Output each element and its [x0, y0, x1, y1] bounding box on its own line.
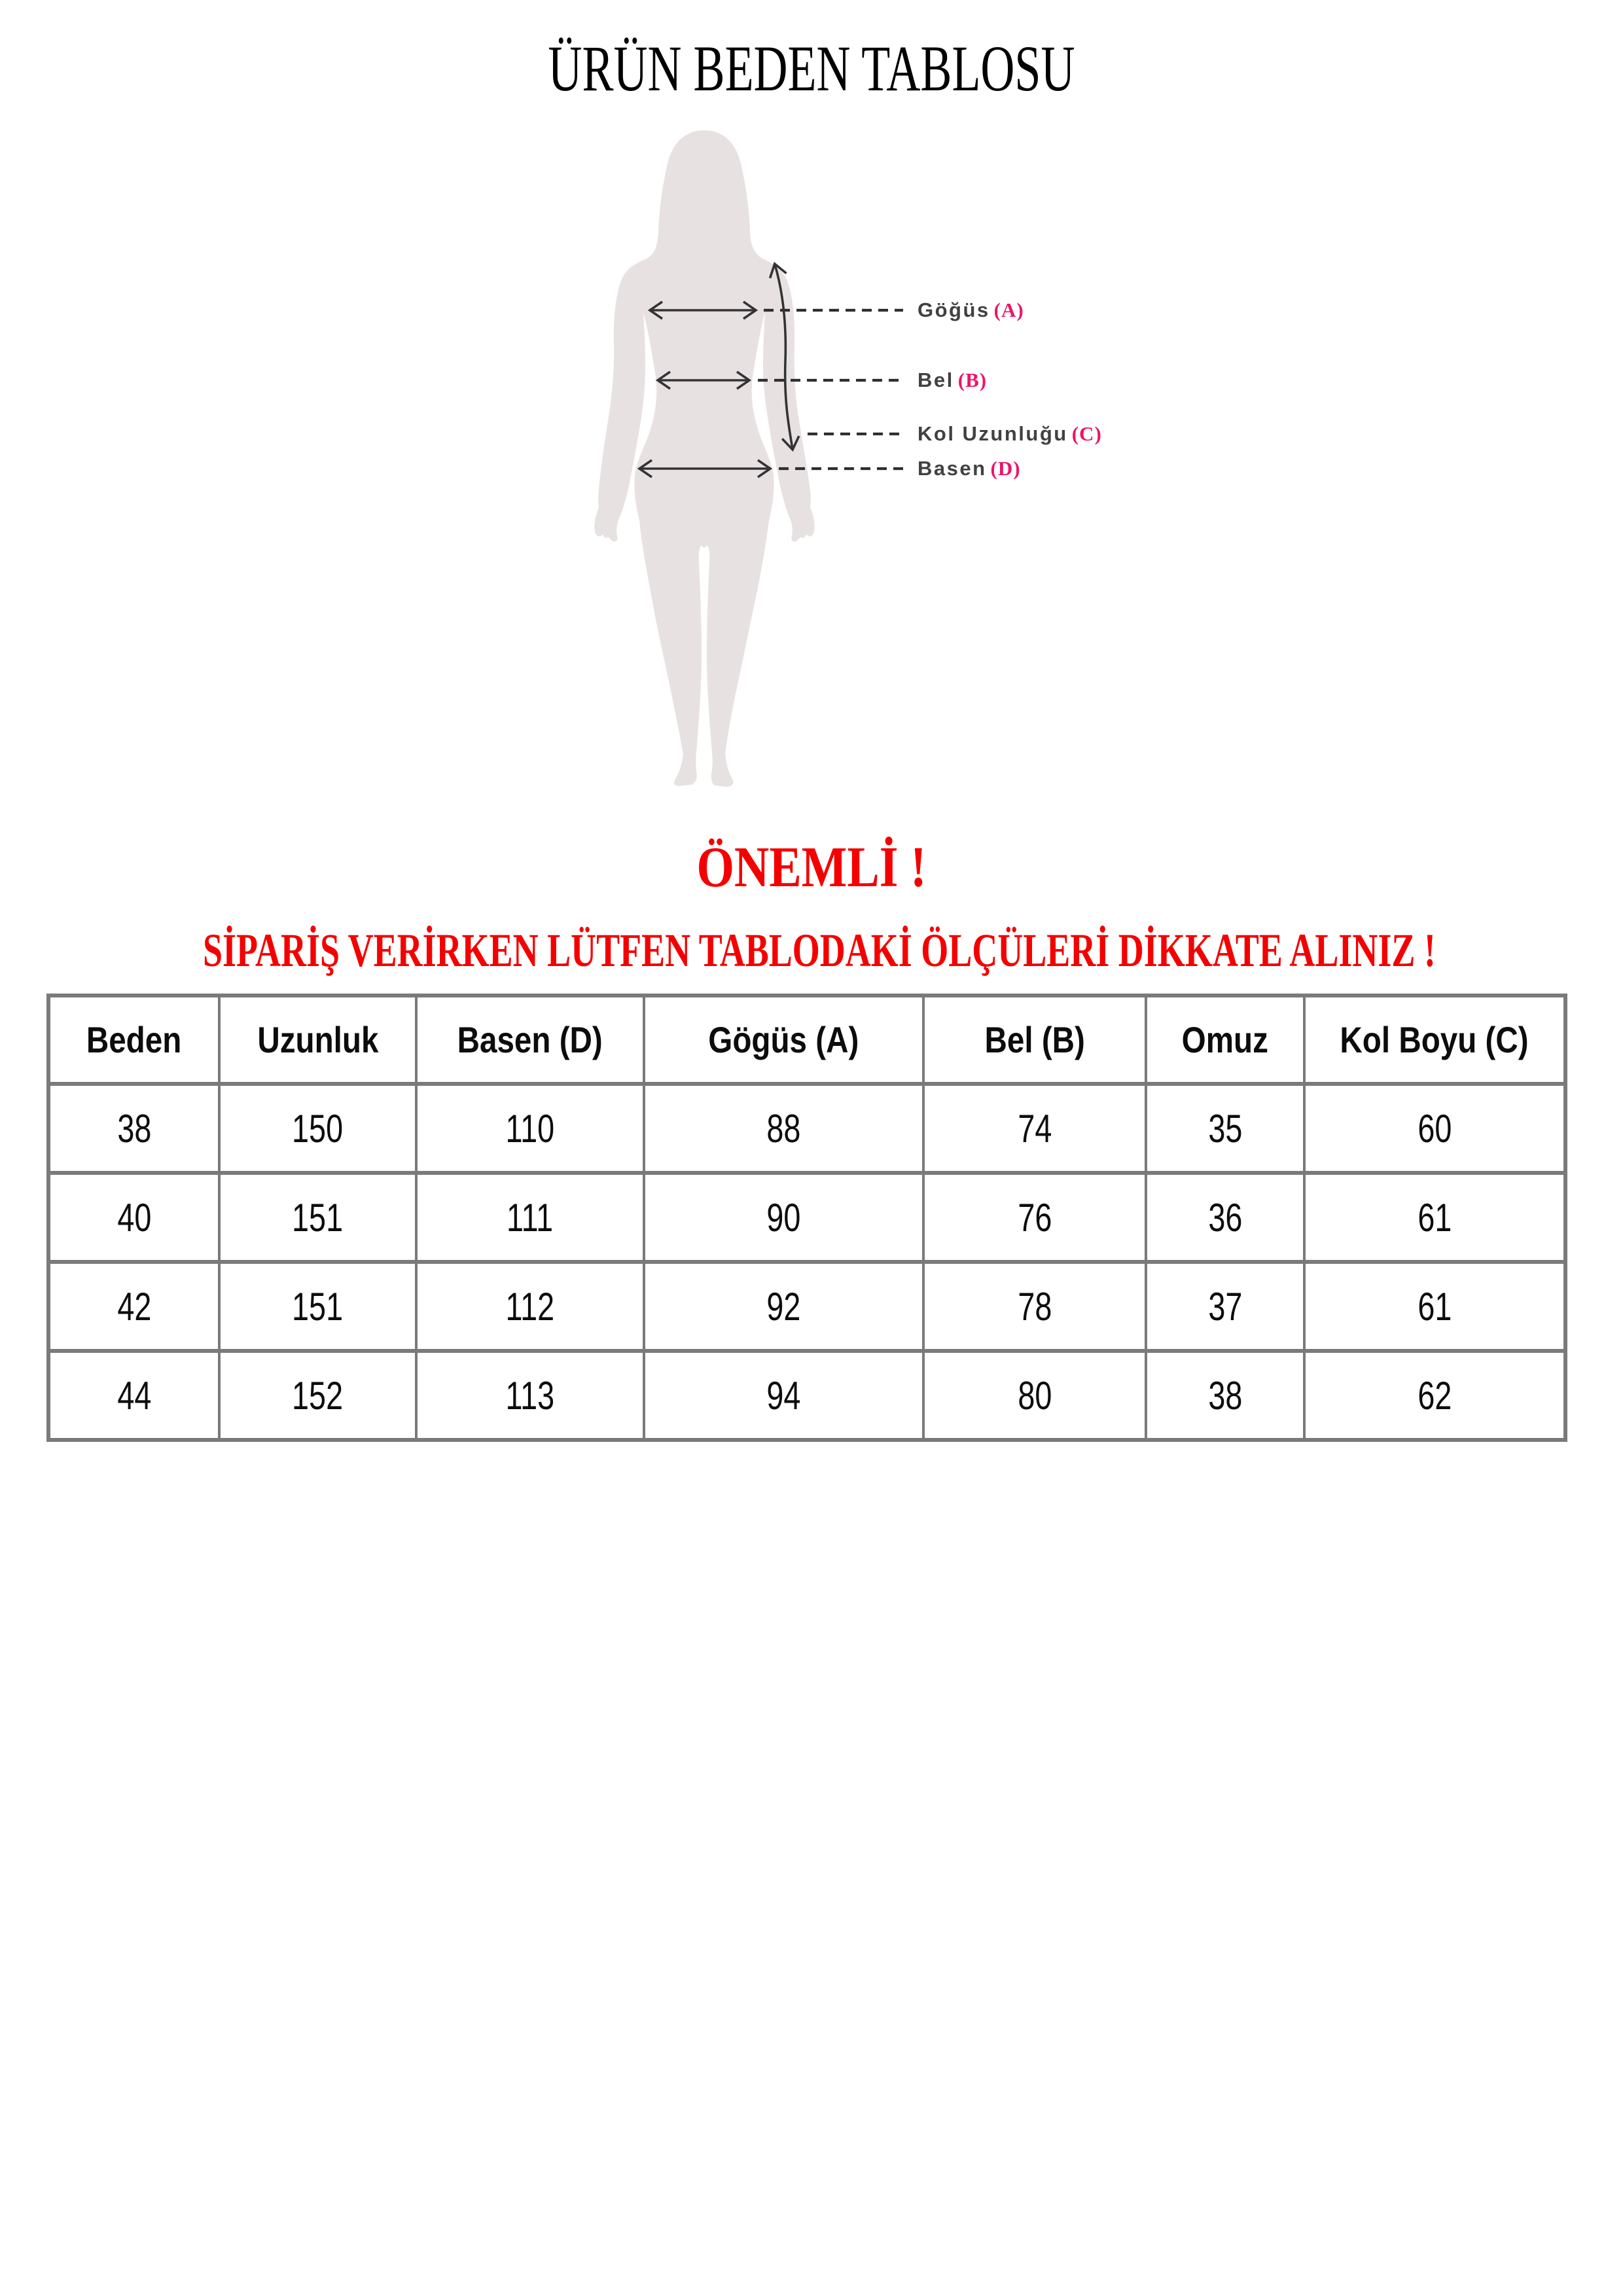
cell-value: 110: [505, 1106, 555, 1151]
table-row: [48, 1084, 1565, 1173]
cell-value: 94: [766, 1373, 801, 1418]
header-cell-bel: [923, 996, 1146, 1084]
cell-value: 60: [1417, 1106, 1452, 1151]
body-silhouette: [623, 130, 785, 787]
page-title: ÜRÜN BEDEN TABLOSU: [548, 32, 1075, 105]
measure-label-code: (A): [993, 298, 1024, 321]
cell-value: 74: [1017, 1106, 1052, 1151]
size-cell: [644, 1173, 923, 1262]
size-cell: [1304, 1262, 1565, 1351]
size-cell: [219, 1173, 416, 1262]
measure-label-text: Kol Uzunluğu: [918, 422, 1068, 445]
measure-label-text: Basen: [918, 457, 987, 480]
size-cell: [219, 1084, 416, 1173]
cell-value: 76: [1017, 1195, 1052, 1240]
table-row: [48, 1173, 1565, 1262]
important-heading: ÖNEMLİ !: [696, 836, 927, 899]
cell-value: 44: [116, 1373, 152, 1418]
size-cell: [219, 1262, 416, 1351]
header-cell-label: Gögüs (A): [708, 1019, 859, 1060]
size-cell: [1304, 1173, 1565, 1262]
cell-value: 90: [766, 1195, 801, 1240]
header-cell-label: Omuz: [1181, 1019, 1269, 1060]
cell-value: 37: [1207, 1284, 1243, 1329]
size-cell: [644, 1351, 923, 1440]
size-cell: [219, 1351, 416, 1440]
size-table: [46, 994, 1567, 1442]
cell-value: 62: [1417, 1373, 1452, 1418]
cell-value: 36: [1207, 1195, 1243, 1240]
size-cell: [1146, 1262, 1304, 1351]
size-cell: [923, 1084, 1146, 1173]
measure-label-kol-uzunlugu: [918, 420, 1102, 448]
size-cell: [416, 1351, 644, 1440]
size-cell: [416, 1262, 644, 1351]
table-row: [48, 1351, 1565, 1440]
measure-label-code: (B): [957, 368, 988, 391]
table-row: [48, 1262, 1565, 1351]
header-cell-label: Uzunluk: [257, 1019, 379, 1060]
size-cell: [644, 1084, 923, 1173]
measure-label-text: Göğüs: [918, 298, 990, 321]
size-cell: [1146, 1173, 1304, 1262]
size-cell: [48, 1262, 219, 1351]
cell-value: 111: [507, 1195, 554, 1240]
cell-value: 152: [292, 1373, 344, 1418]
size-cell: [923, 1262, 1146, 1351]
header-cell-gogus: [644, 996, 923, 1084]
cell-value: 88: [766, 1106, 801, 1151]
size-cell: [48, 1351, 219, 1440]
size-cell: [48, 1084, 219, 1173]
cell-value: 151: [292, 1284, 344, 1329]
cell-value: 150: [292, 1106, 344, 1151]
header-cell-beden: [48, 996, 219, 1084]
cell-value: 113: [505, 1373, 555, 1418]
measure-label-code: (D): [990, 457, 1021, 480]
size-cell: [644, 1262, 923, 1351]
size-cell: [48, 1173, 219, 1262]
measure-label-gogus: [918, 296, 1024, 324]
measure-label-text: Bel: [918, 368, 954, 391]
size-cell: [1146, 1351, 1304, 1440]
measure-label-basen: [918, 455, 1021, 482]
cell-value: 42: [116, 1284, 152, 1329]
size-cell: [416, 1173, 644, 1262]
size-cell: [1304, 1084, 1565, 1173]
cell-value: 61: [1417, 1284, 1452, 1329]
cell-value: 38: [1207, 1373, 1243, 1418]
cell-value: 61: [1417, 1195, 1452, 1240]
cell-value: 80: [1017, 1373, 1052, 1418]
size-table-header-row: [48, 996, 1565, 1084]
size-cell: [923, 1173, 1146, 1262]
measure-label-code: (C): [1071, 422, 1102, 445]
header-cell-omuz: [1146, 996, 1304, 1084]
header-cell-label: Bel (B): [984, 1019, 1085, 1060]
cell-value: 38: [116, 1106, 152, 1151]
size-cell: [416, 1084, 644, 1173]
size-cell: [1146, 1084, 1304, 1173]
size-cell: [923, 1351, 1146, 1440]
size-cell: [1304, 1351, 1565, 1440]
header-cell-kol-boyu: [1304, 996, 1565, 1084]
order-warning-text: SİPARİŞ VERİRKEN LÜTFEN TABLODAKİ ÖLÇÜLERİ DİKKATE ALINIZ !: [203, 924, 1436, 977]
header-cell-uzunluk: [219, 996, 416, 1084]
header-cell-label: Kol Boyu (C): [1340, 1019, 1529, 1060]
header-cell-label: Beden: [86, 1019, 182, 1060]
cell-value: 78: [1017, 1284, 1052, 1329]
header-cell-basen: [416, 996, 644, 1084]
header-cell-label: Basen (D): [457, 1019, 603, 1060]
cell-value: 40: [116, 1195, 152, 1240]
measure-label-bel: [918, 367, 987, 394]
cell-value: 92: [766, 1284, 801, 1329]
cell-value: 112: [505, 1284, 555, 1329]
cell-value: 35: [1207, 1106, 1243, 1151]
cell-value: 151: [292, 1195, 344, 1240]
